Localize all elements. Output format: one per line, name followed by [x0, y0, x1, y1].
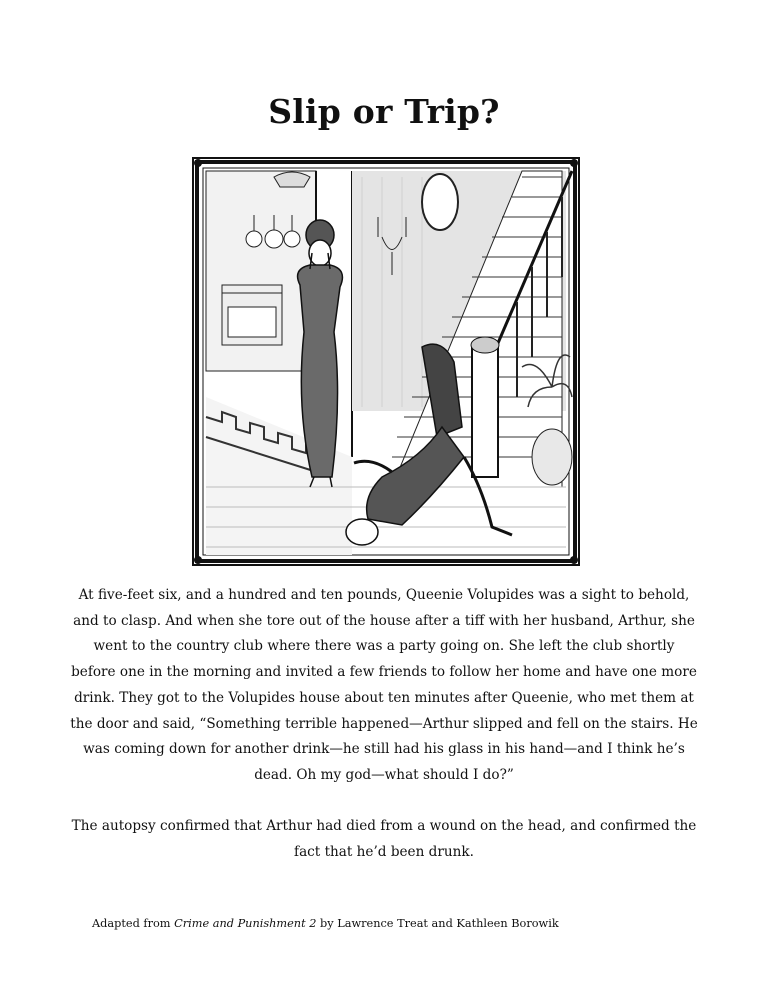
story-paragraph-2: The autopsy confirmed that Arthur had died from a wound on the head, and confirmed the fact that he’d been drunk. — [71, 818, 697, 861]
credit-book-title: Crime and Punishment 2 — [174, 917, 317, 930]
page-title: Slip or Trip? — [268, 92, 500, 131]
story-text — [70, 583, 698, 891]
story-paragraph-1: At five-feet six, and a hundred and ten pounds, Queenie Volupides was a sight to behold, and to clasp. And when she tore out of the house after a tiff with her husband, Arthur, she went to the country club where there was a party going on. She left the club shortly before one in the morning and invited a few friends to follow her home and have one more drink. They got to the Volupides house about ten minutes after Queenie, who met them at the door and said, “Something terrible happened—Arthur slipped and fell on the stairs. He was coming down for another drink—he still had his glass in his hand—and I think he’s dead. Oh my god—what should I do?” — [70, 587, 698, 783]
crime-scene-illustration — [192, 157, 580, 566]
source-credit — [92, 917, 559, 930]
credit-prefix: Adapted from — [92, 917, 175, 930]
credit-suffix: by Lawrence Treat and Kathleen Borowik — [316, 917, 559, 930]
